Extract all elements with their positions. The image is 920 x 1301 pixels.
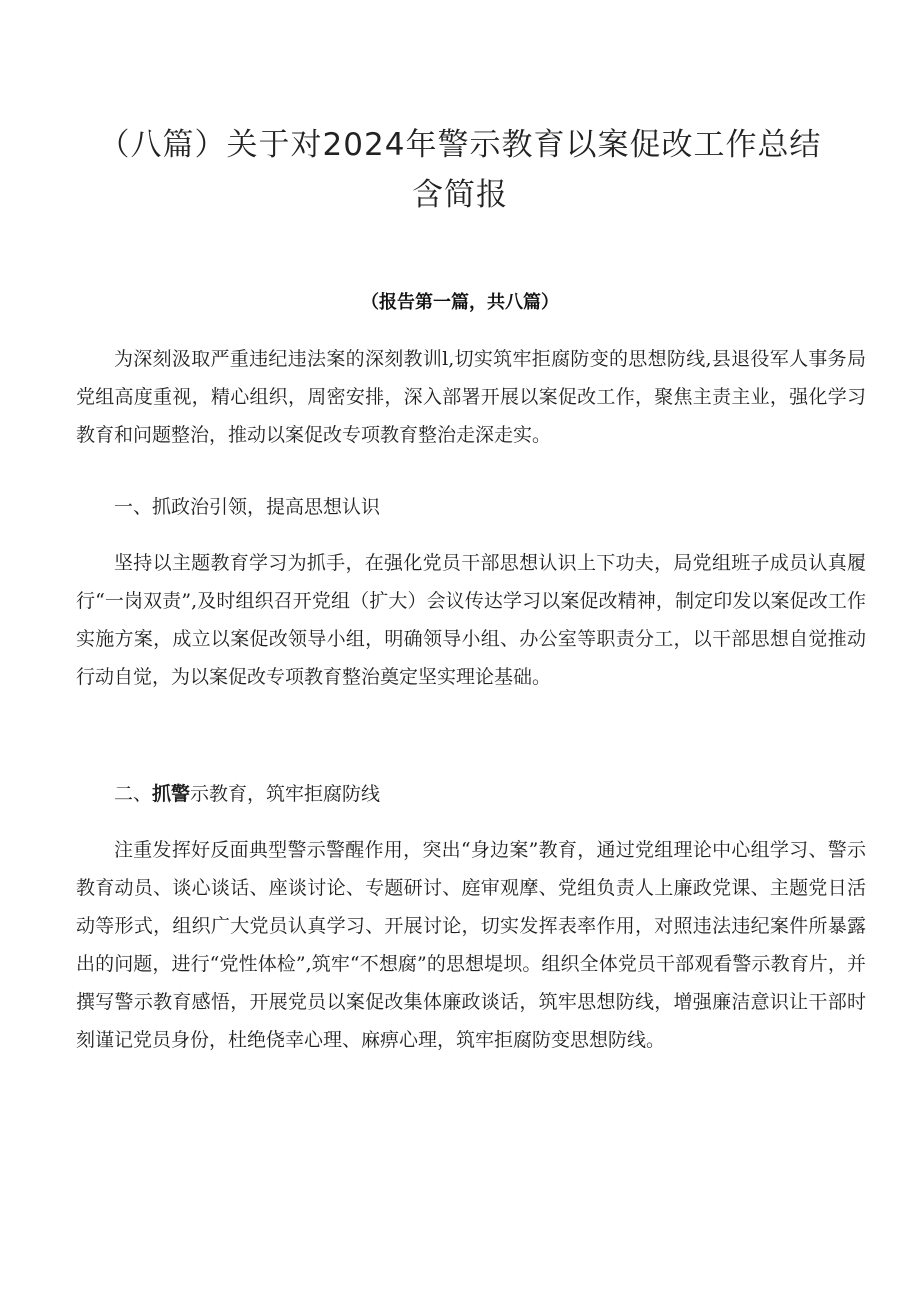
section-heading-1: 一、抓政治引领，提高思想认识	[114, 496, 381, 518]
paragraph-section-1: 坚持以主题教育学习为抓手，在强化党员干部思想认识上下功夫，局党组班子成员认真履行“一岗双责”,及时组织召开党组（扩大）会议传达学习以案促改精神，制定印发以案促改工作实施方案，成立以案促改领导小组，明确领导小组、办公室等职责分工，以干部思想自觉推动行动自觉，为以案促改专项教育整治奠定坚实理论基础。	[76, 552, 866, 688]
heading-2-number: 二、	[114, 783, 153, 805]
title-line-2: 含简报	[412, 177, 508, 213]
paragraph-intro: 为深刻汲取严重违纪违法案的深刻教训l,切实筑牢拒腐防变的思想防线,县退役军人事务局党组高度重视，精心组织，周密安排，深入部署开展以案促改工作，聚焦主责主业，强化学习教育和问题整治，推动以案促改专项教育整治走深走实。	[76, 348, 866, 446]
paragraph-section-2: 注重发挥好反面典型警示警醒作用，突出“身边案”教育，通过党组理论中心组学习、警示教育动员、谈心谈话、座谈讨论、专题研讨、庭审观摩、党组负责人上廉政党课、主题党日活动等形式，组织广大党员认真学习、开展讨论，切实发挥表率作用，对照违法违纪案件所暴露出的问题，进行“党性体检”,筑牢“不想腐”的思想堤坝。组织全体党员干部观看警示教育片，并撰写警示教育感悟，开展党员以案促改集体廉政谈话，筑牢思想防线，增强廉洁意识让干部时刻谨记党员身份，杜绝侥幸心理、麻痹心理，筑牢拒腐防变思想防线。	[76, 839, 866, 1051]
title-line-1: （八篇）关于对2024年警示教育以案促改工作总结	[98, 127, 822, 163]
section-heading-2	[76, 775, 866, 813]
heading-2-text: 示教育，筑牢拒腐防线	[190, 783, 381, 805]
document-subtitle: （报告第一篇，共八篇）	[361, 292, 559, 313]
heading-2-bold-text: 抓警	[152, 783, 191, 805]
document-title	[60, 120, 860, 220]
